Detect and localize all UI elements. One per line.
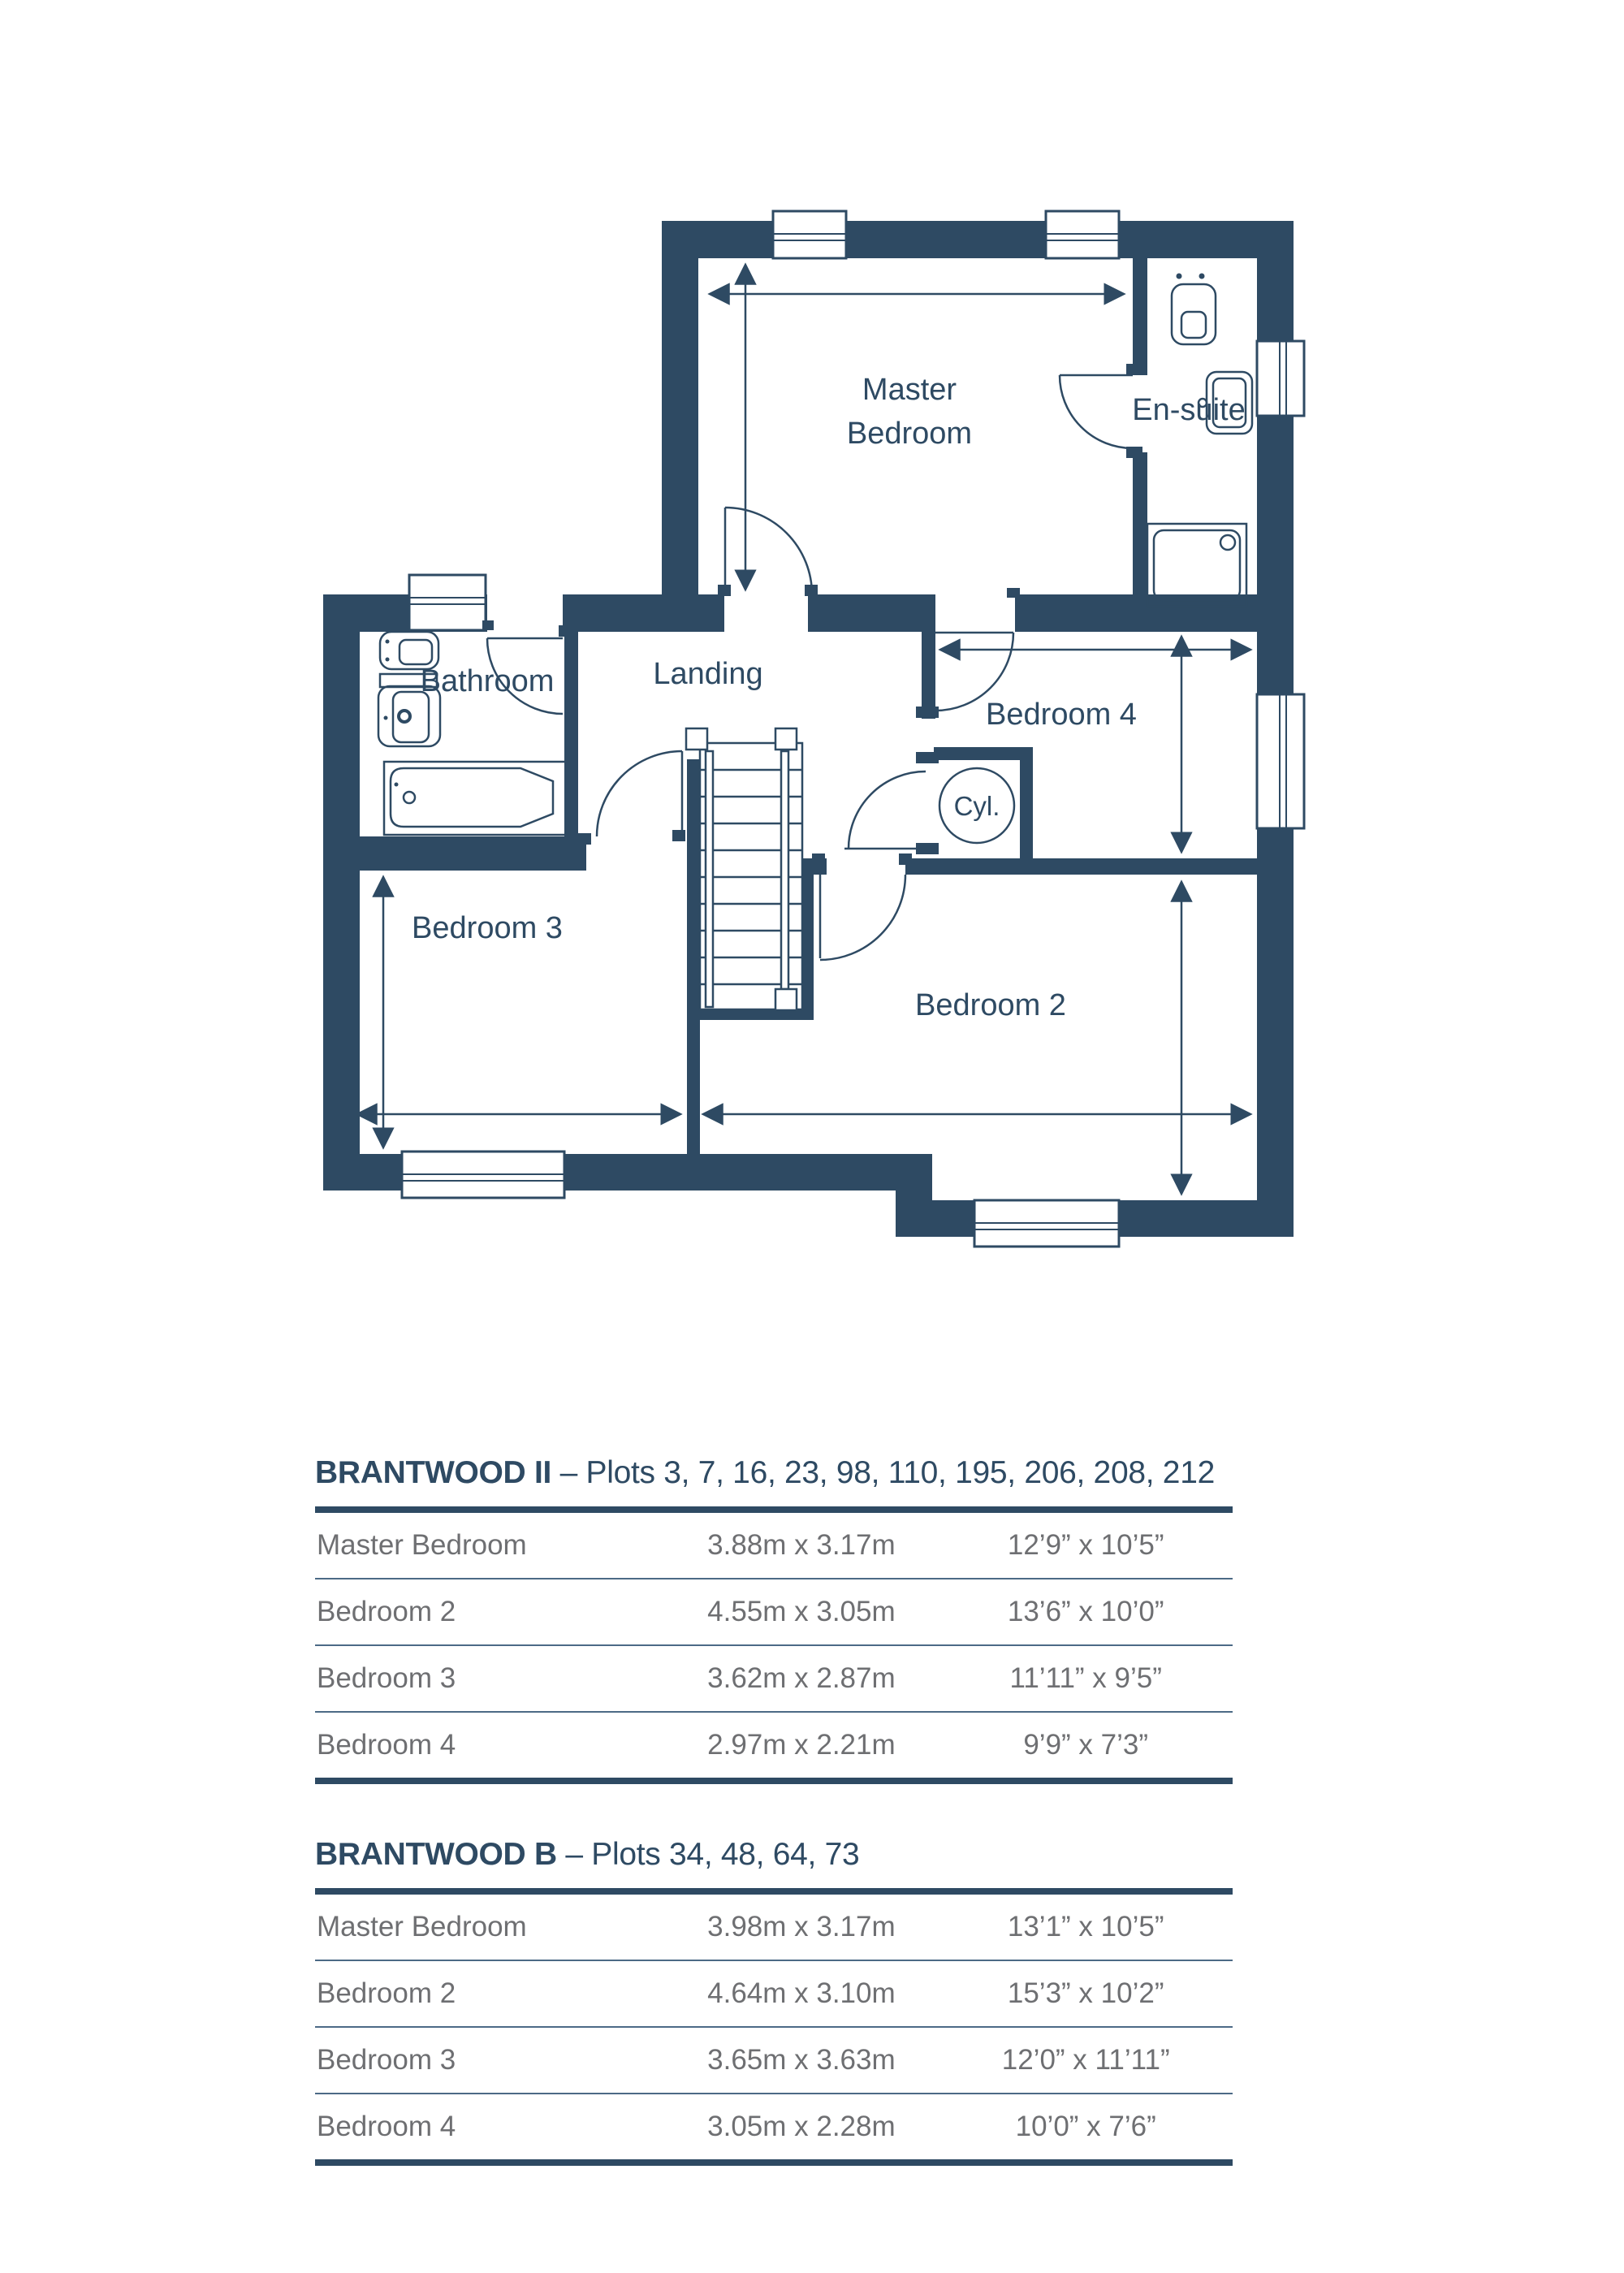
label-ensuite: En-suite <box>1132 393 1246 427</box>
wall-bed4-partition <box>922 632 935 719</box>
dimensions-table-brantwood-b <box>315 1837 1233 2166</box>
table-rule-top <box>315 1506 1233 1513</box>
wall-bed2-top-b <box>905 858 1257 875</box>
dimensions-table-brantwood-ii <box>315 1455 1233 1784</box>
door-bedroom2 <box>812 853 912 960</box>
imperial-dimensions: 13’1” x 10’5” <box>1007 1911 1164 1942</box>
window-bedroom4 <box>1257 694 1304 828</box>
door-ensuite <box>1060 364 1142 458</box>
door-master-bedroom <box>718 508 818 596</box>
stair-handrail-left <box>706 751 713 1007</box>
imperial-dimensions: 15’3” x 10’2” <box>1007 1977 1164 2009</box>
wall-stair-left-divider <box>687 759 700 1154</box>
label-bedroom3: Bedroom 3 <box>412 911 563 945</box>
walls <box>323 221 1294 1237</box>
imperial-dimensions: 12’0” x 11’11” <box>1001 2044 1170 2076</box>
wall-master-left <box>662 221 698 632</box>
metric-dimensions: 4.64m x 3.10m <box>707 1977 896 2009</box>
table-row <box>315 1578 1233 1644</box>
cylinder-label: Cyl. <box>953 791 1000 821</box>
stair-newel-post <box>775 989 797 1010</box>
metric-dimensions: 4.55m x 3.05m <box>707 1596 896 1627</box>
room-name: Master Bedroom <box>317 1529 527 1561</box>
table-row <box>315 1960 1233 2026</box>
metric-dimensions: 3.62m x 2.87m <box>707 1662 896 1694</box>
imperial-dimensions: 10’0” x 7’6” <box>1015 2111 1156 2142</box>
imperial-dimensions: 11’11” x 9’5” <box>1009 1662 1162 1694</box>
plots-list: – Plots 34, 48, 64, 73 <box>565 1837 860 1872</box>
wall-cyl-right <box>1020 747 1033 858</box>
windows <box>402 211 1304 1247</box>
metric-dimensions: 3.88m x 3.17m <box>707 1529 896 1561</box>
window-bedroom3 <box>402 1152 564 1198</box>
wall-top <box>662 221 1294 258</box>
room-name: Bedroom 2 <box>317 1977 456 2009</box>
label-bedroom2: Bedroom 2 <box>915 988 1066 1022</box>
label-bedroom4: Bedroom 4 <box>986 698 1137 732</box>
bathroom-fixtures <box>378 632 569 835</box>
wall-stair-right <box>802 858 814 1020</box>
stair-newel-post <box>686 728 707 750</box>
table-row <box>315 1513 1233 1578</box>
house-type-name: BRANTWOOD II <box>315 1455 552 1490</box>
wall-ensuite-partition-lower <box>1133 452 1147 594</box>
staircase <box>686 728 802 1010</box>
plots-list: – Plots 3, 7, 16, 23, 98, 110, 195, 206, 208, 212 <box>559 1455 1215 1490</box>
stair-handrail-right <box>781 751 788 989</box>
house-type-name: BRANTWOOD B <box>315 1837 557 1872</box>
label-bathroom: Bathroom <box>420 664 555 698</box>
table-header <box>315 1455 1233 1491</box>
label-landing: Landing <box>653 657 763 691</box>
table-rule-top <box>315 1888 1233 1895</box>
stair-newel-post <box>775 728 797 750</box>
table-rule-bottom <box>315 1778 1233 1784</box>
shower-tray <box>1147 524 1246 607</box>
table-row <box>315 1644 1233 1711</box>
window-master-1 <box>773 211 846 258</box>
window-ensuite <box>1257 341 1304 416</box>
cylinder-cupboard <box>939 768 1014 843</box>
ensuite-fixtures <box>1147 274 1252 607</box>
metric-dimensions: 3.98m x 3.17m <box>707 1911 896 1942</box>
imperial-dimensions: 12’9” x 10’5” <box>1007 1529 1164 1561</box>
bathtub <box>384 762 569 835</box>
room-name: Bedroom 3 <box>317 2044 456 2076</box>
room-name: Bedroom 3 <box>317 1662 456 1694</box>
imperial-dimensions: 9’9” x 7’3” <box>1023 1729 1149 1761</box>
room-name: Master Bedroom <box>317 1911 527 1942</box>
room-name: Bedroom 4 <box>317 2111 456 2142</box>
table-row <box>315 1711 1233 1778</box>
room-labels <box>412 373 1246 1022</box>
wall-mid-band-c <box>808 594 935 632</box>
label-master-line1: Master <box>862 373 957 407</box>
metric-dimensions: 2.97m x 2.21m <box>707 1729 896 1761</box>
label-master-line2: Bedroom <box>846 417 973 451</box>
imperial-dimensions: 13’6” x 10’0” <box>1007 1596 1164 1627</box>
table-rule-bottom <box>315 2159 1233 2166</box>
wall-ensuite-partition-upper <box>1133 258 1147 375</box>
wall-mid-band-b <box>563 594 724 632</box>
wall-left-exterior <box>323 594 360 1191</box>
door-cylinder-cupboard <box>844 752 939 854</box>
table-header <box>315 1837 1233 1873</box>
table-row <box>315 2026 1233 2093</box>
window-master-2 <box>1046 211 1119 258</box>
wall-mid-band-d <box>1015 594 1294 632</box>
room-name: Bedroom 2 <box>317 1596 456 1627</box>
door-bedroom3 <box>578 751 685 845</box>
window-bathroom <box>409 575 486 630</box>
metric-dimensions: 3.05m x 2.28m <box>707 2111 896 2142</box>
table-row <box>315 1895 1233 1960</box>
room-name: Bedroom 4 <box>317 1729 456 1761</box>
table-row <box>315 2093 1233 2159</box>
wall-bathroom-right <box>564 632 578 836</box>
metric-dimensions: 3.65m x 3.63m <box>707 2044 896 2076</box>
window-bedroom2 <box>974 1200 1119 1247</box>
wall-bathroom-bottom <box>323 836 586 871</box>
toilet-ensuite <box>1172 274 1216 345</box>
wall-cyl-top <box>934 747 1033 760</box>
